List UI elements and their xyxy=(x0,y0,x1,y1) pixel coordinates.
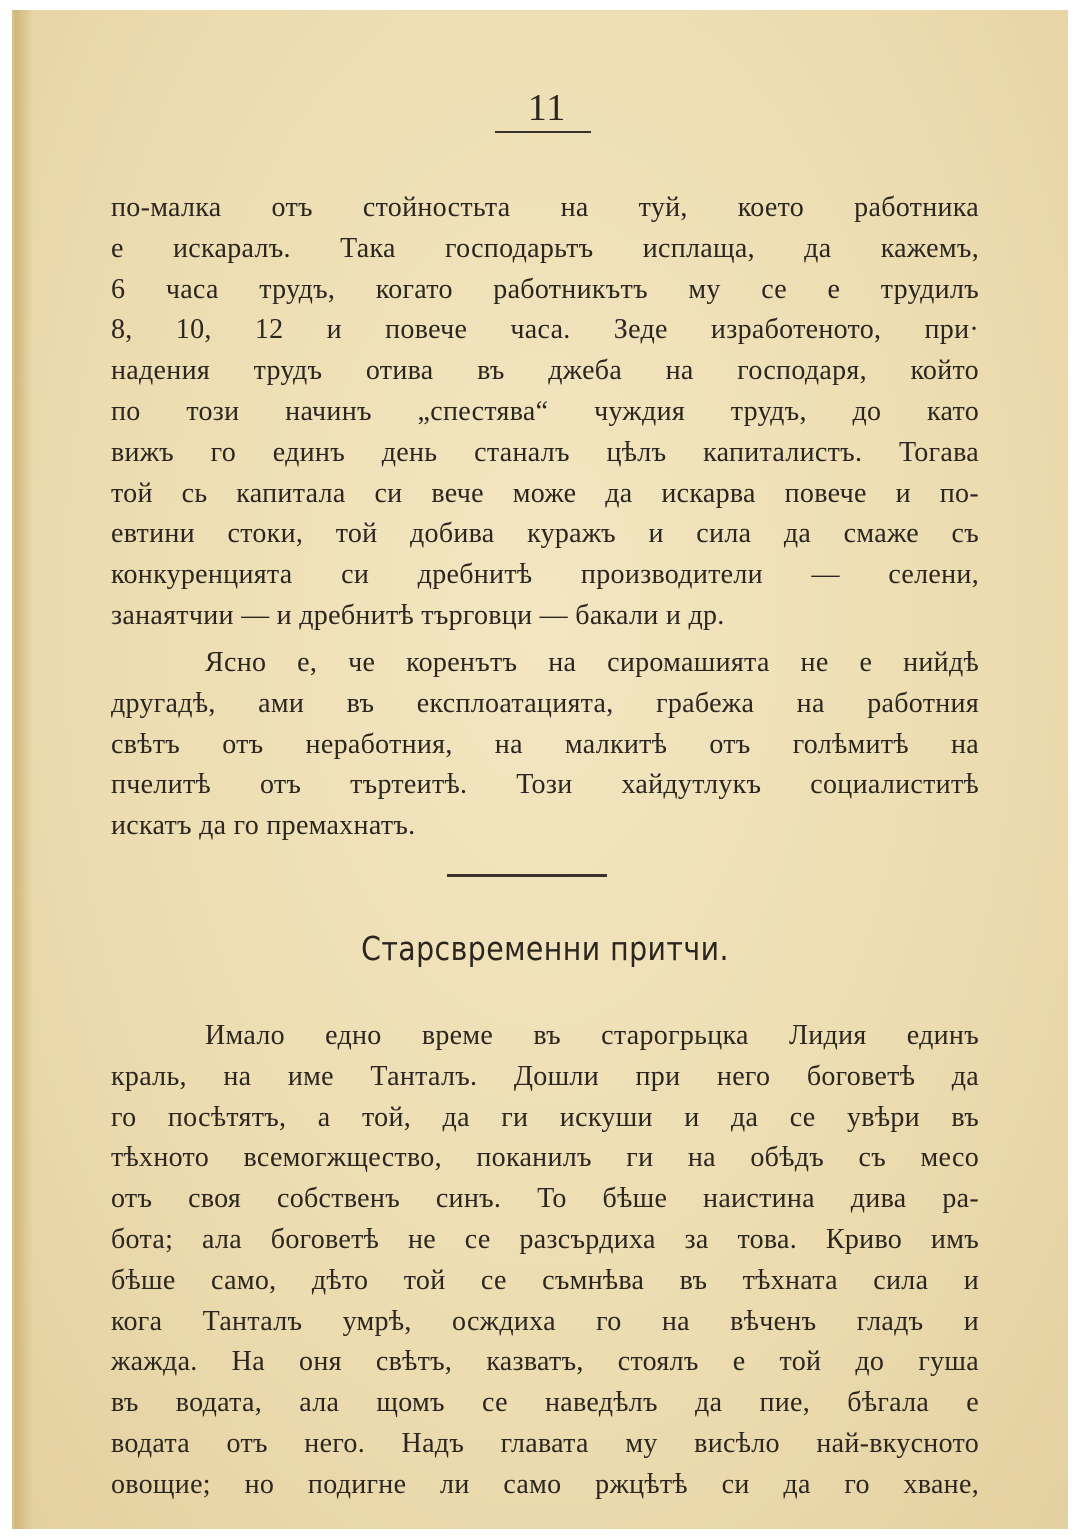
text-line: евтини стоки, той добива куражъ и сила да смаже съ xyxy=(111,518,979,550)
text-line: въ водата, ала щомъ се наведѣлъ да пие, бѣгала е xyxy=(111,1387,979,1419)
text-line: Ясно е, че коренътъ на сиромашията не е нийдѣ xyxy=(205,647,979,678)
text-line: свѣтъ отъ неработния, на малкитѣ отъ голѣмитѣ на xyxy=(111,728,979,760)
text-line: 6 часа трудъ, когато работникътъ му се е трудилъ xyxy=(111,273,979,305)
text-line: надения трудъ отива въ джеба на господаря, който xyxy=(111,355,979,387)
text-line: 8, 10, 12 и повече часа. Зеде изработеното, при· xyxy=(111,314,979,346)
text-line: по този начинъ „спестява“ чуждия трудъ, до като xyxy=(111,395,979,427)
book-page xyxy=(12,10,1068,1529)
text-line: Имало едно време въ старогрьцка Лидия единъ xyxy=(205,1020,979,1051)
text-line: го посѣтятъ, а той, да ги искуши и да се увѣри въ xyxy=(111,1101,979,1133)
section-heading: Старсвременни притчи. xyxy=(361,929,729,968)
text-line: отъ своя собственъ синъ. То бѣше наистина дива ра- xyxy=(111,1183,979,1215)
text-line: краль, на име Танталъ. Дошли при него боговетѣ да xyxy=(111,1060,979,1092)
text-line: бѣше само, дѣто той се съмнѣва въ тѣхната сила и xyxy=(111,1264,979,1296)
text-line: е искаралъ. Така господарьтъ исплаща, да кажемъ, xyxy=(111,232,979,264)
text-line: пчелитѣ отъ търтеитѣ. Този хайдутлукъ социалиститѣ xyxy=(111,769,979,801)
text-line: кога Танталъ умрѣ, осждиха го на вѣченъ гладъ и xyxy=(111,1305,979,1337)
paragraph-2 xyxy=(111,643,979,847)
text-line: водата отъ него. Надъ главата му висѣло най-вкусното xyxy=(111,1427,979,1459)
text-line: тѣхното всемогжщество, поканилъ ги на обѣдъ съ месо xyxy=(111,1142,979,1174)
page-number: 11 xyxy=(527,87,567,129)
text-line: той сь капитала си вече може да искарва повече и по- xyxy=(111,477,979,509)
paragraph-3 xyxy=(111,1016,979,1506)
text-line: другадѣ, ами въ експлоатацията, грабежа на работния xyxy=(111,687,979,719)
text-line: искатъ да го премахнатъ. xyxy=(111,810,416,842)
text-line: по-малка отъ стойностьта на туй, което работника xyxy=(111,192,979,223)
text-line: овощие; но подигне ли само ржцѣтѣ си да го хване, xyxy=(111,1468,979,1500)
text-line: вижъ го единъ день станалъ цѣлъ капиталистъ. Тогава xyxy=(111,436,979,468)
text-line: занаятчии — и дребнитѣ търговци — бакали и др. xyxy=(111,599,725,631)
page-spine-shadow xyxy=(15,10,33,1529)
paragraph-1 xyxy=(111,188,979,637)
text-line: конкуренцията си дребнитѣ производители — селени, xyxy=(111,559,979,591)
page-number-underline xyxy=(495,131,591,133)
section-separator xyxy=(447,874,607,877)
text-line: жажда. На оня свѣтъ, казватъ, стоялъ е той до гуша xyxy=(111,1346,979,1378)
text-line: бота; ала боговетѣ не се разсърдиха за това. Криво имъ xyxy=(111,1223,979,1255)
